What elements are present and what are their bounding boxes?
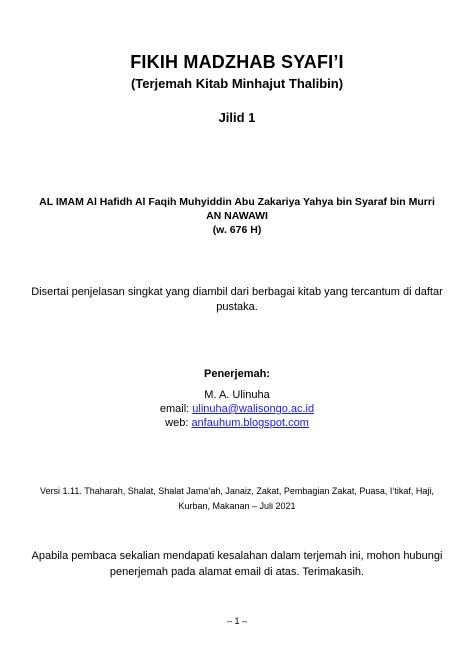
translator-email-row bbox=[0, 403, 474, 415]
email-link[interactable]: ulinuha@walisongo.ac.id bbox=[192, 403, 315, 415]
notice-block bbox=[0, 548, 474, 580]
description-block bbox=[0, 285, 474, 315]
author-name-line-2: AN NAWAWI bbox=[206, 210, 268, 222]
author-block bbox=[0, 195, 474, 237]
notice-line-2: penerjemah pada alamat email di atas. Terimakasih. bbox=[109, 566, 365, 578]
version-line-1: Versi 1.11. Thaharah, Shalat, Shalat Jama’ah, Janaiz, Zakat, Pembagian Zakat, Puasa, I’tikaf, Haji, bbox=[40, 486, 434, 496]
translator-name: M. A. Ulinuha bbox=[204, 389, 270, 401]
translator-web-row bbox=[0, 417, 474, 429]
version-block bbox=[0, 484, 474, 514]
document-subtitle: (Terjemah Kitab Minhajut Thalibin) bbox=[130, 76, 344, 91]
page-number: – 1 – bbox=[226, 616, 248, 626]
document-title: FIKIH MADZHAB SYAFI’I bbox=[130, 52, 344, 72]
author-death-year: (w. 676 H) bbox=[212, 224, 262, 236]
web-link[interactable]: anfauhum.blogspot.com bbox=[191, 417, 309, 429]
translator-heading: Penerjemah: bbox=[203, 368, 271, 380]
email-label: email: bbox=[159, 403, 193, 415]
web-label: web: bbox=[165, 417, 192, 429]
description-line-1: Disertai penjelasan singkat yang diambil dari berbagai kitab yang tercantum di daftar bbox=[31, 286, 443, 298]
author-name-line-1: AL IMAM Al Hafidh Al Faqih Muhyiddin Abu Zakariya Yahya bin Syaraf bin Murri bbox=[39, 196, 435, 208]
description-line-2: pustaka. bbox=[216, 301, 258, 313]
volume-label: Jilid 1 bbox=[218, 110, 256, 125]
version-line-2: Kurban, Makanan – Juli 2021 bbox=[178, 501, 296, 511]
notice-line-1: Apabila pembaca sekalian mendapati kesalahan dalam terjemah ini, mohon hubungi bbox=[31, 550, 443, 562]
